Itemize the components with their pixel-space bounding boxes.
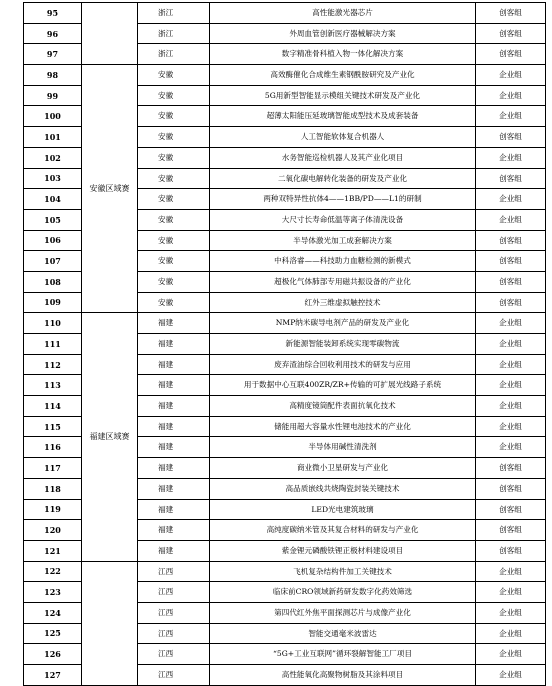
province-cell: 福建 [138,396,210,417]
province-cell: 福建 [138,437,210,458]
group-cell: 企业组 [476,209,546,230]
project-name-cell: 中科洛睿——科技助力血糖检测的新模式 [210,251,476,272]
group-cell: 企业组 [476,437,546,458]
province-cell: 福建 [138,540,210,561]
province-cell: 福建 [138,458,210,479]
row-number: 108 [24,271,82,292]
group-cell: 企业组 [476,623,546,644]
row-number: 121 [24,540,82,561]
project-name-cell: 数字精准骨科植入物一体化解决方案 [210,44,476,65]
province-cell: 福建 [138,313,210,334]
group-cell: 创客组 [476,458,546,479]
project-name-cell: 商业微小卫星研发与产业化 [210,458,476,479]
province-cell: 安徽 [138,106,210,127]
project-name-cell: 超薄太阳能压延玻璃智能成型技术及成套装备 [210,106,476,127]
project-name-cell: 5G用新型智能显示模组关键技术研发及产业化 [210,85,476,106]
province-cell: 江西 [138,644,210,665]
row-number: 120 [24,520,82,541]
row-number: 102 [24,147,82,168]
row-number: 114 [24,396,82,417]
group-cell: 创客组 [476,499,546,520]
group-cell: 企业组 [476,334,546,355]
project-name-cell: 红外三维虚拟触控技术 [210,292,476,313]
row-number: 115 [24,416,82,437]
group-cell: 创客组 [476,478,546,499]
province-cell: 浙江 [138,23,210,44]
project-name-cell: 外周血管创新医疗器械解决方案 [210,23,476,44]
project-name-cell: 新能源智能装卸系统实现零碳物流 [210,334,476,355]
province-cell: 福建 [138,499,210,520]
group-cell: 创客组 [476,168,546,189]
project-name-cell: 临床前CRO领域新药研发数字化药效筛选 [210,582,476,603]
group-cell: 创客组 [476,23,546,44]
table-row [24,65,546,86]
project-name-cell: 高效酶催化合成维生素钢酰胺研究及产业化 [210,65,476,86]
group-cell: 企业组 [476,85,546,106]
row-number: 104 [24,189,82,210]
province-cell: 福建 [138,375,210,396]
project-table [23,2,546,686]
row-number: 116 [24,437,82,458]
row-number: 97 [24,44,82,65]
group-cell: 企业组 [476,375,546,396]
row-number: 98 [24,65,82,86]
province-cell: 福建 [138,520,210,541]
group-cell: 企业组 [476,106,546,127]
group-cell: 创客组 [476,251,546,272]
province-cell: 安徽 [138,292,210,313]
group-cell: 创客组 [476,3,546,24]
group-cell: 企业组 [476,582,546,603]
row-number: 107 [24,251,82,272]
row-number: 100 [24,106,82,127]
province-cell: 江西 [138,561,210,582]
row-number: 96 [24,23,82,44]
project-name-cell: 飞机复杂结构件加工关键技术 [210,561,476,582]
project-name-cell: 高品质嵌线共烧陶瓷封装关键技术 [210,478,476,499]
row-number: 109 [24,292,82,313]
group-cell: 企业组 [476,354,546,375]
project-name-cell: 水务智能巡检机器人及其产业化项目 [210,147,476,168]
row-number: 111 [24,334,82,355]
province-cell: 安徽 [138,147,210,168]
province-cell: 江西 [138,582,210,603]
project-name-cell: 紫金锂元磷酸铁锂正极材料建设项目 [210,540,476,561]
group-cell: 创客组 [476,230,546,251]
province-cell: 安徽 [138,65,210,86]
project-name-cell: 高性能激光器芯片 [210,3,476,24]
project-name-cell: 高精度镜筒配件表面抗氧化技术 [210,396,476,417]
row-number: 112 [24,354,82,375]
group-cell: 创客组 [476,292,546,313]
group-cell: 企业组 [476,147,546,168]
province-cell: 安徽 [138,189,210,210]
province-cell: 浙江 [138,44,210,65]
group-cell: 企业组 [476,396,546,417]
province-cell: 江西 [138,623,210,644]
group-cell: 创客组 [476,540,546,561]
table-row [24,3,546,24]
group-cell: 企业组 [476,65,546,86]
group-cell: 企业组 [476,602,546,623]
row-number: 123 [24,582,82,603]
row-number: 118 [24,478,82,499]
group-cell: 企业组 [476,665,546,686]
province-cell: 安徽 [138,271,210,292]
project-name-cell: 智能交通毫米波雷达 [210,623,476,644]
row-number: 124 [24,602,82,623]
row-number: 119 [24,499,82,520]
row-number: 127 [24,665,82,686]
project-name-cell: 两种双特异性抗体4——1BB/PD——L1的研制 [210,189,476,210]
region-cell [82,561,138,685]
project-name-cell: 人工智能软体复合机器人 [210,127,476,148]
project-name-cell: LED光电建筑玻璃 [210,499,476,520]
row-number: 106 [24,230,82,251]
row-number: 105 [24,209,82,230]
row-number: 113 [24,375,82,396]
region-cell: 福建区域赛 [82,313,138,561]
province-cell: 浙江 [138,3,210,24]
group-cell: 企业组 [476,561,546,582]
project-name-cell: NMP纳米碳导电剂产品的研发及产业化 [210,313,476,334]
group-cell: 企业组 [476,313,546,334]
row-number: 122 [24,561,82,582]
project-name-cell: 储能用超大容量水性锂电池技术的产业化 [210,416,476,437]
project-name-cell: “5G+工业互联网”循环裂解智能工厂项目 [210,644,476,665]
province-cell: 安徽 [138,168,210,189]
project-name-cell: 高性能氧化高聚物树脂及其涂料项目 [210,665,476,686]
row-number: 95 [24,3,82,24]
table-body [24,3,546,686]
region-cell [82,3,138,65]
province-cell: 江西 [138,602,210,623]
province-cell: 安徽 [138,127,210,148]
group-cell: 企业组 [476,644,546,665]
province-cell: 福建 [138,478,210,499]
row-number: 99 [24,85,82,106]
row-number: 117 [24,458,82,479]
table-row [24,313,546,334]
project-name-cell: 二氧化碳电解转化装备的研发及产业化 [210,168,476,189]
project-name-cell: 高纯度碳纳米管及其复合材料的研发与产业化 [210,520,476,541]
region-cell: 安徽区域赛 [82,65,138,313]
table-row [24,561,546,582]
project-name-cell: 超极化气体肺部专用磁共振设备的产业化 [210,271,476,292]
group-cell: 创客组 [476,127,546,148]
row-number: 126 [24,644,82,665]
group-cell: 创客组 [476,44,546,65]
project-name-cell: 半导体激光加工成套解决方案 [210,230,476,251]
province-cell: 江西 [138,665,210,686]
province-cell: 安徽 [138,209,210,230]
project-name-cell: 大尺寸长寿命低温等离子体清洗设备 [210,209,476,230]
row-number: 110 [24,313,82,334]
group-cell: 创客组 [476,271,546,292]
row-number: 125 [24,623,82,644]
province-cell: 安徽 [138,230,210,251]
group-cell: 创客组 [476,520,546,541]
group-cell: 企业组 [476,416,546,437]
province-cell: 福建 [138,416,210,437]
project-name-cell: 半导体用碱性清洗剂 [210,437,476,458]
province-cell: 安徽 [138,85,210,106]
project-name-cell: 第四代红外焦平面探测芯片与成像产业化 [210,602,476,623]
province-cell: 福建 [138,334,210,355]
group-cell: 企业组 [476,189,546,210]
province-cell: 安徽 [138,251,210,272]
project-name-cell: 废弃渣油综合回收利用技术的研发与应用 [210,354,476,375]
province-cell: 福建 [138,354,210,375]
row-number: 103 [24,168,82,189]
row-number: 101 [24,127,82,148]
project-name-cell: 用于数据中心互联400ZR/ZR+传输的可扩展光线路子系统 [210,375,476,396]
